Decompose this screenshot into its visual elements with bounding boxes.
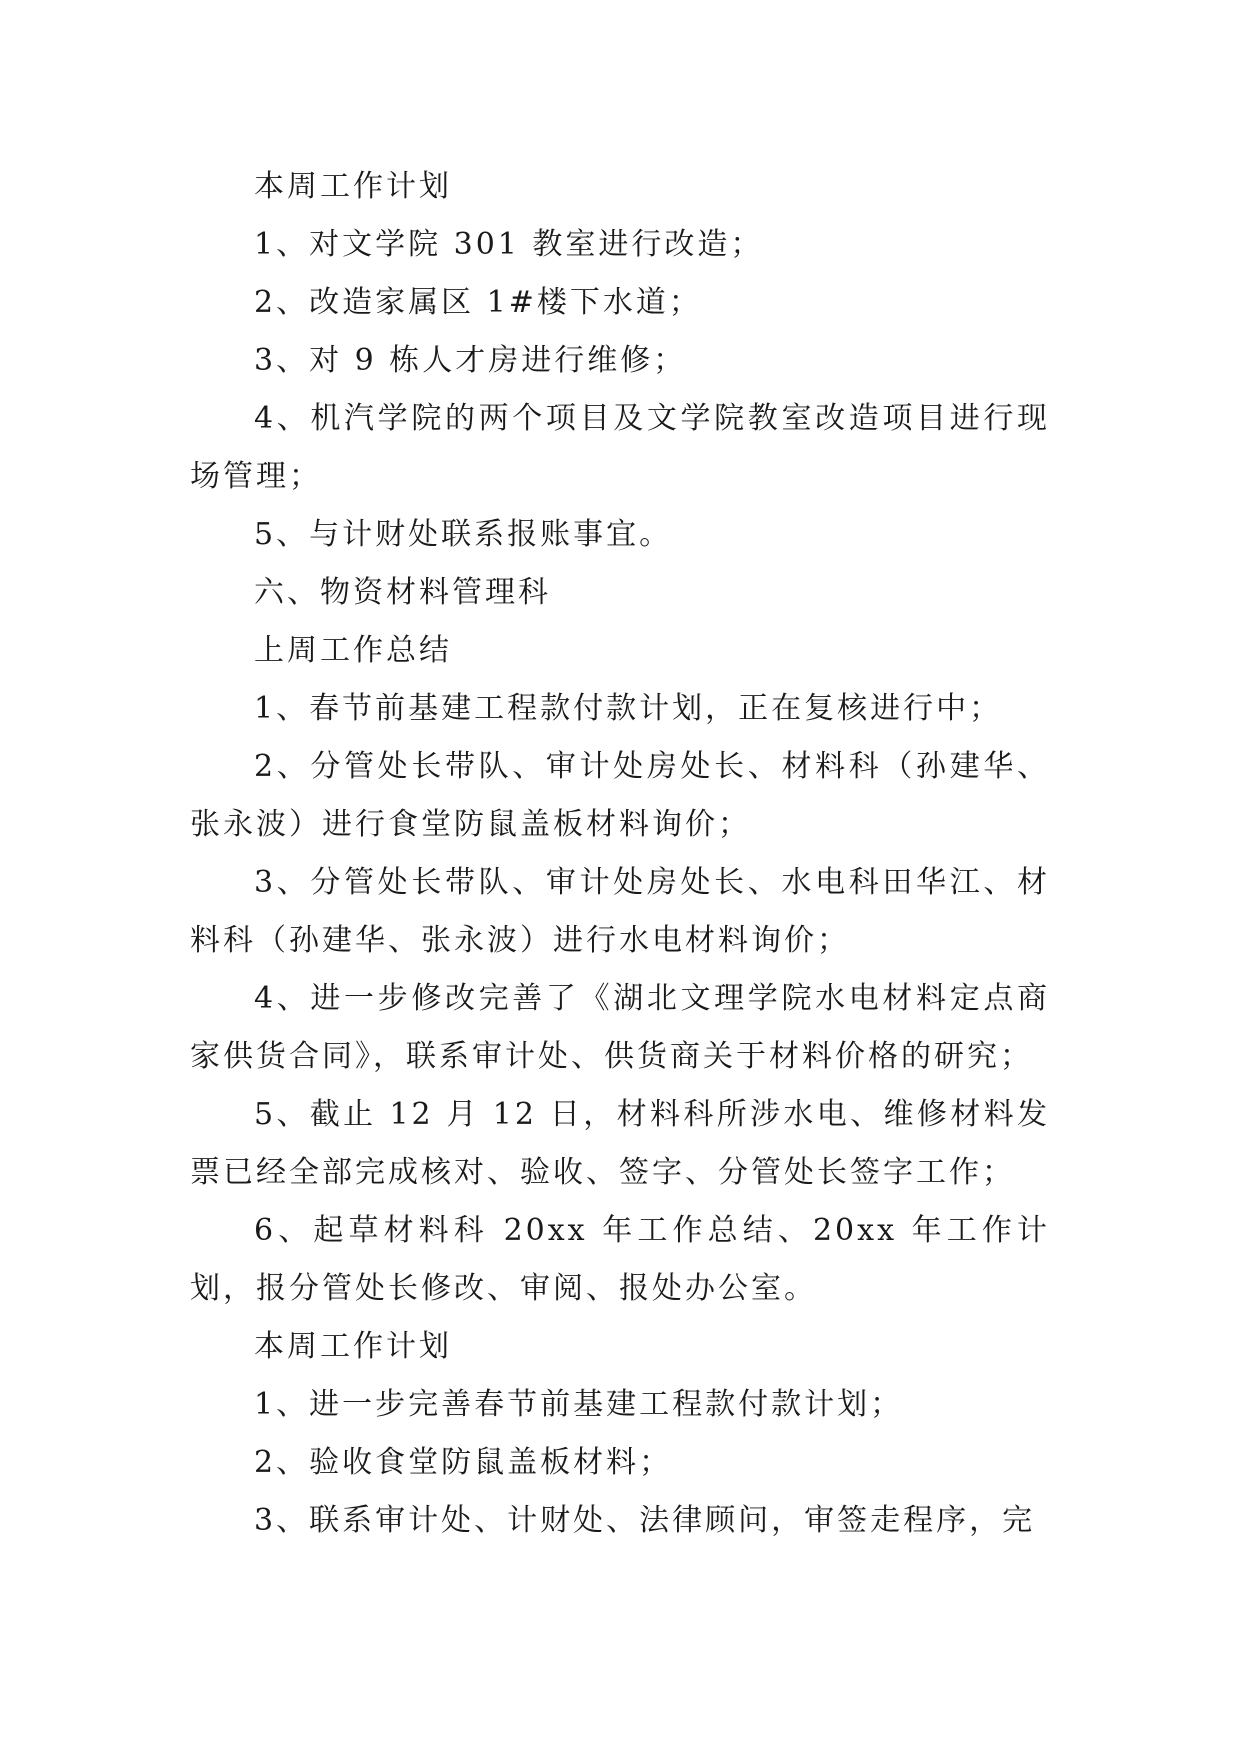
- document-body: [190, 158, 1050, 1550]
- paragraph: 本周工作计划: [254, 169, 452, 204]
- paragraph: 1、进一步完善春节前基建工程款付款计划；: [254, 1387, 904, 1422]
- section-heading: 六、物资材料管理科: [254, 575, 551, 610]
- paragraph: 3、联系审计处、计财处、法律顾问，审签走程序，完: [254, 1503, 1036, 1538]
- paragraph: 4、进一步修改完善了《湖北文理学院水电材料定点商家供货合同》，联系审计处、供货商关于材料价格的研究；: [190, 981, 1050, 1074]
- subsection-heading: 上周工作总结: [254, 633, 452, 668]
- paragraph: 2、分管处长带队、审计处房处长、材料科（孙建华、张永波）进行食堂防鼠盖板材料询价；: [190, 749, 1050, 842]
- paragraph: 1、对文学院 301 教室进行改造；: [254, 227, 764, 262]
- paragraph: 2、验收食堂防鼠盖板材料；: [254, 1445, 673, 1480]
- paragraph: 4、机汽学院的两个项目及文学院教室改造项目进行现场管理；: [190, 401, 1050, 494]
- paragraph: 3、对 9 栋人才房进行维修；: [254, 343, 687, 378]
- paragraph: 2、改造家属区 1#楼下水道；: [254, 285, 702, 320]
- paragraph: 1、春节前基建工程款付款计划，正在复核进行中；: [254, 691, 1003, 726]
- paragraph: 3、分管处长带队、审计处房处长、水电科田华江、材料科（孙建华、张永波）进行水电材料询价；: [190, 865, 1050, 958]
- paragraph: 5、与计财处联系报账事宜。: [254, 517, 673, 552]
- paragraph: 6、起草材料科 20xx 年工作总结、20xx 年工作计划，报分管处长修改、审阅、报处办公室。: [190, 1213, 1050, 1306]
- paragraph: 5、截止 12 月 12 日，材料科所涉水电、维修材料发票已经全部完成核对、验收、签字、分管处长签字工作；: [190, 1097, 1050, 1190]
- subsection-heading: 本周工作计划: [254, 1329, 452, 1364]
